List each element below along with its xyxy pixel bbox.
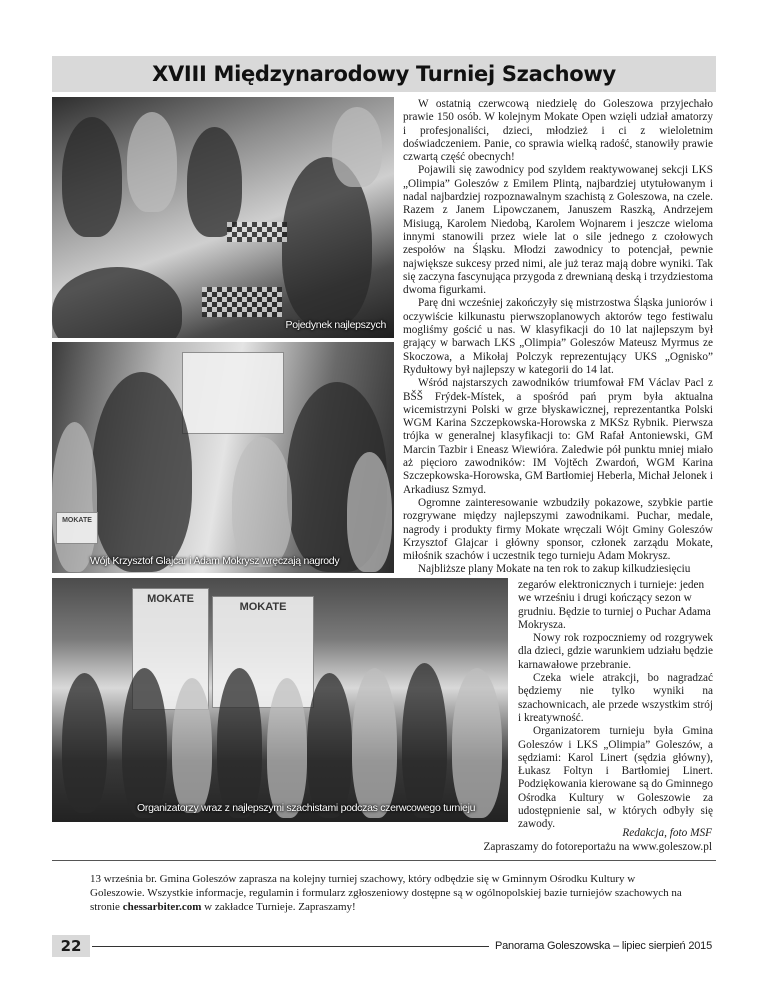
article-paragraph: Nowy rok rozpoczniemy od rozgrywek dla dzieci, gdzie warunkiem udziału będzie karnawałowe przebranie.	[518, 632, 713, 671]
photo-caption: Pojedynek najlepszych	[285, 319, 386, 331]
banner-text: MOKATE	[62, 517, 92, 524]
photo-caption: Organizatorzy wraz z najlepszymi szachistami podczas czerwcowego turnieju	[137, 802, 476, 814]
banner-text: MOKATE	[147, 593, 194, 605]
article-narrow-column	[518, 579, 713, 832]
article-paragraph: Wśród najstarszych zawodników triumfował FM Václav Pacl z BŠŠ Frýdek-Místek, a spośród pań prym była aktualna wicemistrzyni Polski w grze błyskawicznej, reprezentantka Polski WGM Karina Szczepkowska-Horowska z MKSz Rybnik. Pierwsza trójka w generalnej klasyfikacji to: GM Rafał Antoniewski, GM Marcin Tazbir i Eneasz Wiewióra. Zaledwie pół punktu mniej miało aż pięcioro zawodników: IM Vojtěch Zwardoń, WGM Karina Szczepkowska-Horowska, GM Bartłomiej Heberla, Michał Jelonek i Arkadiusz Szmyd.	[403, 377, 713, 496]
photo-chess-match	[52, 97, 394, 338]
photo-caption: Wójt Krzysztof Glajcar i Adam Mokrysz wręczają nagrody	[90, 555, 340, 567]
article-paragraph: Parę dni wcześniej zakończyły się mistrzostwa Śląska juniorów i oczywiście kilkunastu pierwszoplanowych aktorów tego festiwalu mogliśmy gościć u nas. W klasyfikacji do 10 lat najlepszym był grający w barwach LKS „Olimpia” Goleszów Mateusz Myrmus ze Skoczowa, a Mikołaj Polczyk reprezentujący UKS „Ognisko” Rydułtowy był najlepszy w kategorii do 14 lat.	[403, 297, 713, 376]
article-paragraph: Czeka wiele atrakcji, bo nagradzać będziemy nie tylko wyniki na szachownicach, ale przede wszystkim strój i kreatywność.	[518, 672, 713, 724]
article-paragraph: Ogromne zainteresowanie wzbudziły pokazowe, szybkie partie rozgrywane między najlepszymi zawodnikami. Puchar, medale, nagrody i produkty firmy Mokate wręczali Wójt Gminy Goleszów Krzysztof Glajcar i główny sponsor, członek zarządu Mokate, miłośnik szachów i uczestnik tego turnieju Adam Mokrysz.	[403, 496, 713, 563]
banner-text: MOKATE	[239, 601, 287, 613]
article-main-column	[403, 98, 713, 577]
article-paragraph: Pojawili się zawodnicy pod szyldem reaktywowanej sekcji LKS „Olimpia” Goleszów z Emilem Plintą, najbardziej utytułowanym i nadal najbardziej rozpoznawalnym szachistą z Goleszowa, na czele. Razem z Janem Lipowczanem, Januszem Raszką, Andrzejem Misiugą, Karolem Niedobą, Karolem Wojnarem i jeszcze wieloma innymi stanowili przez wiele lat o sile jednego z czołowych zespołów na Śląsku. Młodzi zawodnicy to potencjał, pewnie największe sukcesy przed nimi, ale już teraz mają dobre wyniki. Tak się zaczyna fascynująca przygoda z drewnianą deską i trzydziestoma dwoma figurkami.	[403, 164, 713, 297]
notice-text: w zakładce Turnieje. Zapraszamy!	[201, 901, 356, 913]
notice-link[interactable]: chessarbiter.com	[122, 901, 202, 913]
photo-prize-ceremony	[52, 342, 394, 573]
page-title: XVIII Międzynarodowy Turniej Szachowy	[152, 62, 616, 86]
article-paragraph: Najbliższe plany Mokate na ten rok to zakup kilkudziesięciu	[418, 563, 691, 576]
article-signature: Redakcja, foto MSF	[622, 827, 712, 839]
article-paragraph: Organizatorem turnieju była Gmina Goleszów i LKS „Olimpia” Goleszów, a sędziami: Karol Linert (sędzia główny), Łukasz Foltyn i Bartłomiej Linert. Podziękowania kierowane są do Gminnego Ośrodka Kultury w Goleszowie za udostępnienie sal, w których odbyły się zawody.	[518, 725, 713, 831]
photo-report-invite: Zapraszamy do fotoreportażu na www.goleszow.pl	[483, 841, 712, 853]
divider	[52, 860, 716, 861]
photo-group	[52, 578, 508, 822]
page-footer	[52, 935, 716, 957]
title-bar	[52, 56, 716, 92]
article-paragraph: W ostatnią czerwcową niedzielę do Goleszowa przyjechało prawie 150 osób. W kolejnym Mokate Open wzięli udział amatorzy i profesjonaliści, dzieci, młodzież i ci z wieloletnim doświadczeniem. Panie, co sprawia wielką radość, stanowiły prawie czwartą część obecnych!	[403, 98, 713, 164]
footer-rule	[92, 946, 489, 947]
publication-name: Panorama Goleszowska – lipiec sierpień 2015	[494, 940, 712, 952]
tournament-notice	[90, 872, 690, 914]
page-number: 22	[52, 935, 90, 957]
notice-text: 13 września br. Gmina Goleszów zaprasza na kolejny turniej szachowy, który odbędzie się w Gminnym Ośrodku Kultury w Goleszowie. Wszystkie informacje, regulamin i formularz zgłoszeniowy dostępne są w ogólnopolskiej bazie turniejów szachowych na stronie	[90, 873, 682, 913]
article-paragraph: zegarów elektronicznych i turnieje: jeden we wrześniu i drugi kończący sezon w grudniu. Będzie to turniej o Puchar Adama Mokrysza.	[518, 579, 711, 631]
